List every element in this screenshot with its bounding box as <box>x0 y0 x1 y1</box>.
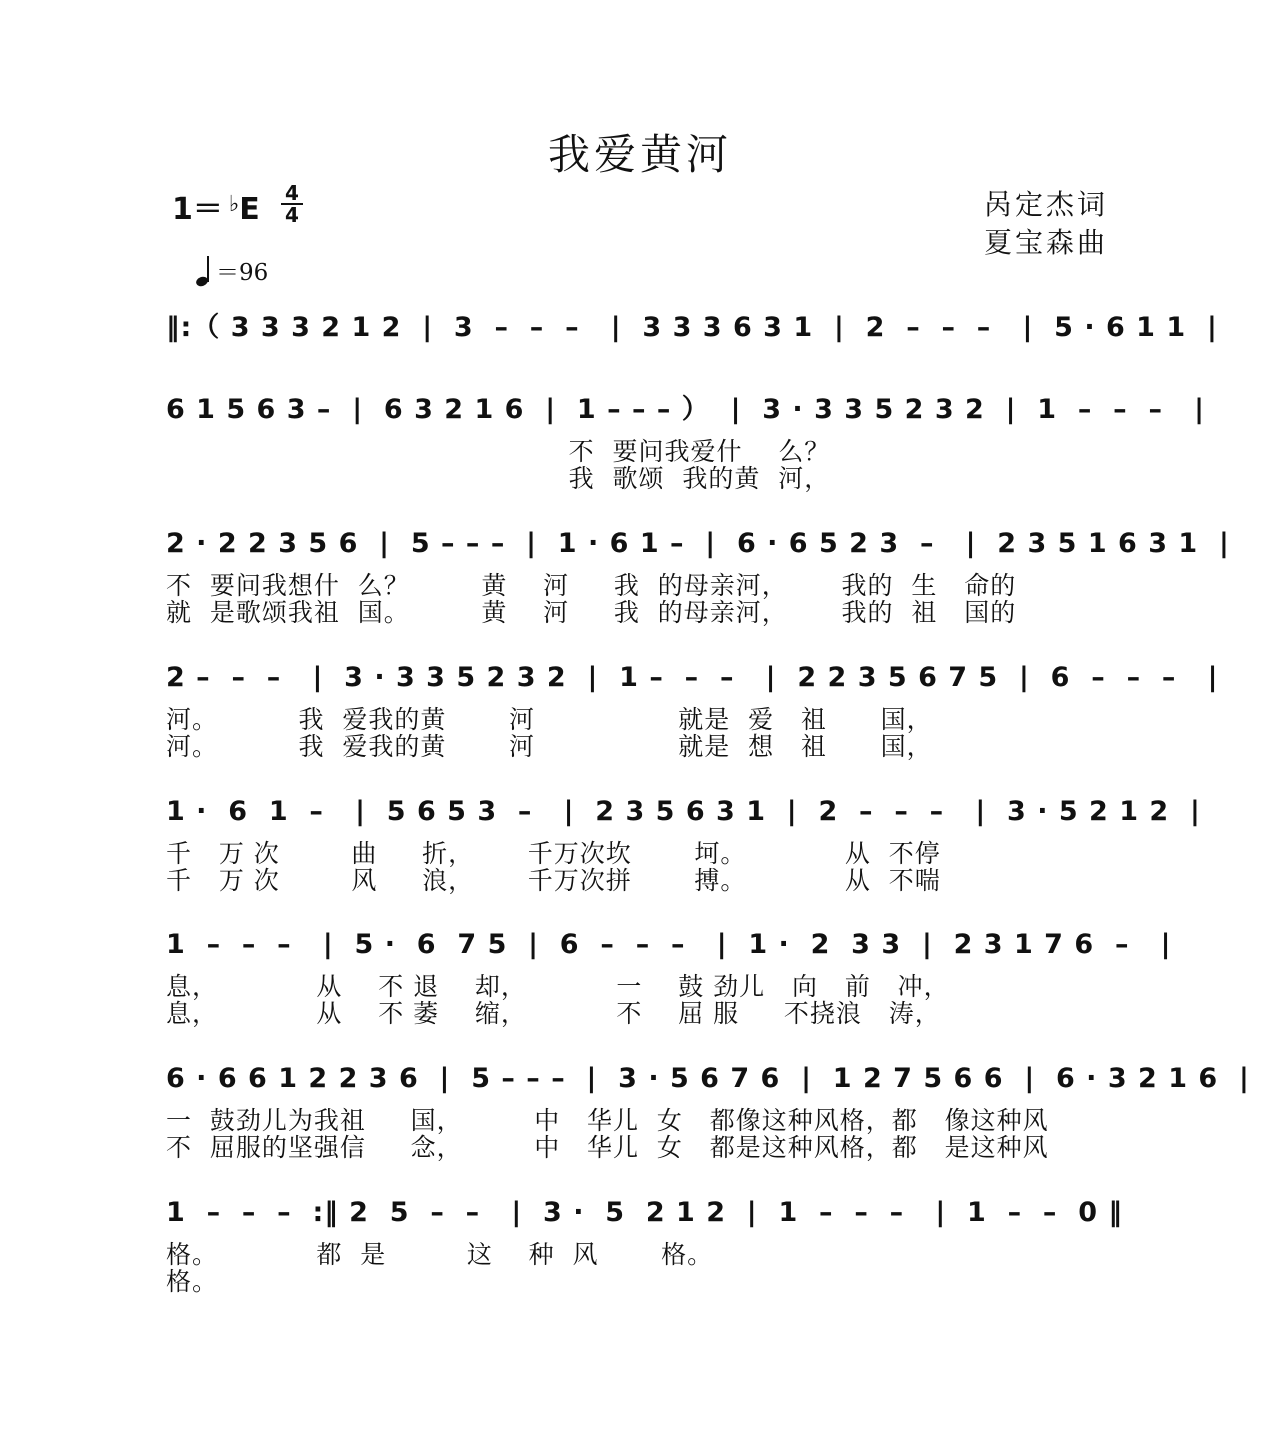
song-title: 我爱黄河 <box>547 130 732 179</box>
credits <box>984 186 1108 262</box>
lyric-verse-1: 格。 都 是 这 种 风 格。 <box>166 1240 714 1269</box>
notation-line: 2 · 2 2 3 5 6 | 5 – – – | 1 · 6 1 – | 6 · 6 5 2 3 – | 2 3 5 1 6 3 1 | <box>166 528 1230 559</box>
lyrics-block <box>166 572 1128 626</box>
tempo-marking <box>196 254 268 287</box>
flat-sign: ♭ <box>228 192 240 217</box>
lyric-verse-2: 河。 我 爱我的黄 河 就是 想 祖 国， <box>166 732 933 761</box>
notation-line: 1 – – – :‖ 2 5 – – | 3 · 5 2 1 2 | 1 – – – | 1 – – 0 ‖ <box>166 1197 1123 1228</box>
lyrics-block <box>166 1241 1128 1295</box>
lyric-verse-1: 不 要问我想什 么？ 黄 河 我 的母亲河， 我的 生 命的 <box>166 571 1017 600</box>
notation-line: 6 1 5 6 3 – | 6 3 2 1 6 | 1 – – – ） | 3 · 3 3 5 2 3 2 | 1 – – – | <box>166 394 1206 425</box>
tempo-value: ＝96 <box>216 260 269 286</box>
key-note: E <box>239 192 260 227</box>
score-system-7 <box>166 1057 1250 1162</box>
time-signature-bottom: 4 <box>285 203 299 227</box>
key-label: 1＝ <box>172 192 223 227</box>
notation-line: 1 – – – | 5 · 6 7 5 | 6 – – – | 1 · 2 3 3 | 2 3 1 7 6 – | <box>166 929 1172 960</box>
score-system-3 <box>166 522 1230 627</box>
lyricist: 呙定杰词 <box>983 188 1108 221</box>
notation-line: 1 · 6 1 – | 5 6 5 3 – | 2 3 5 6 3 1 | 2 – – – | 3 · 5 2 1 2 | <box>166 796 1201 827</box>
lyrics-block <box>166 840 1128 894</box>
score-system-5 <box>166 790 1201 895</box>
lyrics-block <box>166 1107 1128 1161</box>
lyric-verse-1: 息， 从 不 退 却， 一 鼓 劲儿 向 前 冲， <box>166 972 950 1001</box>
score-system-8 <box>166 1191 1128 1295</box>
lyric-verse-2: 就 是歌颂我祖 国。 黄 河 我 的母亲河， 我的 祖 国的 <box>166 598 1017 627</box>
score-system-4 <box>166 656 1219 761</box>
time-signature <box>281 181 303 227</box>
key-signature <box>172 184 260 228</box>
notation-line: ‖:（ 3 3 3 2 1 2 | 3 – – – | 3 3 3 6 3 1 | 2 – – – | 5 · 6 1 1 | <box>166 312 1218 343</box>
score-system-1 <box>166 306 1218 350</box>
lyrics-block <box>166 706 1128 760</box>
score-system-2 <box>166 388 1206 493</box>
time-signature-top: 4 <box>285 181 299 205</box>
notation-line: 6 · 6 6 1 2 2 3 6 | 5 – – – | 3 · 5 6 7 6 | 1 2 7 5 6 6 | 6 · 3 2 1 6 | <box>166 1063 1250 1094</box>
lyric-verse-2: 千 万 次 风 浪， 千万次拼 搏。 从 不喘 <box>166 866 941 895</box>
lyrics-block <box>166 438 1128 492</box>
score-system-6 <box>166 923 1172 1028</box>
composer: 夏宝森曲 <box>983 226 1108 259</box>
notation-line: 2 – – – | 3 · 3 3 5 2 3 2 | 1 – – – | 2 2 3 5 6 7 5 | 6 – – – | <box>166 662 1219 693</box>
lyric-verse-2: 我 歌颂 我的黄 河， <box>166 464 831 493</box>
lyric-verse-2: 息， 从 不 萎 缩， 不 屈 服 不挠浪 涛， <box>166 999 941 1028</box>
lyric-verse-1: 不 要问我爱什 么？ <box>166 437 831 466</box>
quarter-note-icon <box>196 256 210 286</box>
lyric-verse-2: 不 屈服的坚强信 念， 中 华儿 女 都是这种风格，都 是这种风 <box>166 1133 1049 1162</box>
lyric-verse-1: 河。 我 爱我的黄 河 就是 爱 祖 国， <box>166 705 933 734</box>
lyrics-block <box>166 973 1128 1027</box>
lyric-verse-1: 一 鼓劲儿为我祖 国， 中 华儿 女 都像这种风格，都 像这种风 <box>166 1106 1049 1135</box>
lyric-verse-2: 格。 <box>166 1267 219 1296</box>
lyric-verse-1: 千 万 次 曲 折， 千万次坎 坷。 从 不停 <box>166 839 941 868</box>
